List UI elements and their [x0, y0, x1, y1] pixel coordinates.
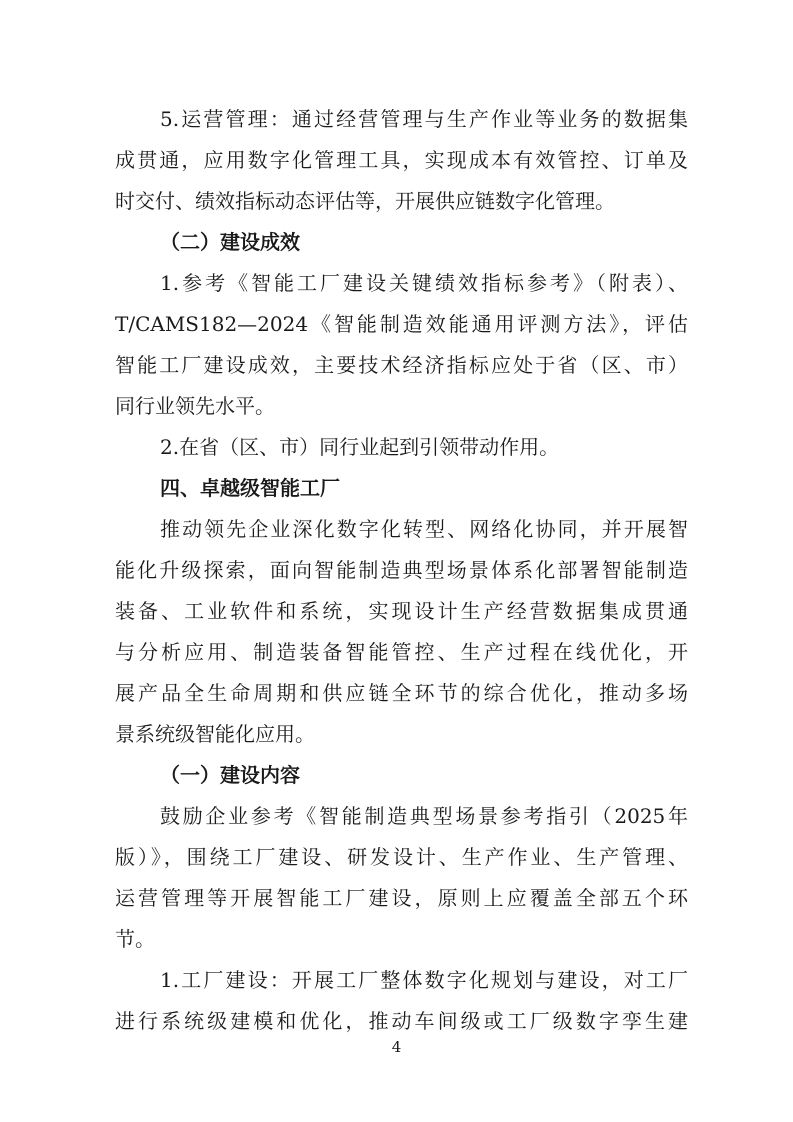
text-line: 同行业领先水平。 [115, 394, 275, 418]
text-line: 能化升级探索，面向智能制造典型场景体系化部署智能制造 [115, 558, 688, 582]
text-line: 成贯通，应用数字化管理工具，实现成本有效管控、订单及 [115, 148, 688, 172]
text-line: T/CAMS182—2024《智能制造效能通用评测方法》，评估 [115, 312, 688, 336]
text-line: 智能工厂建设成效，主要技术经济指标应处于省（区、市） [115, 353, 688, 377]
paragraph-results-2 [115, 427, 688, 468]
text-line: 与分析应用、制造装备智能管控、生产过程在线优化，开 [115, 640, 688, 664]
page-number: 4 [391, 1038, 402, 1056]
text-line: 装备、工业软件和系统，实现设计生产经营数据集成贯通 [115, 599, 688, 623]
text-line: 节。 [115, 927, 155, 951]
paragraph-content-intro [115, 796, 688, 960]
text-line: 2.在省（区、市）同行业起到引领带动作用。 [160, 435, 560, 459]
text-line: 推动领先企业深化数字化转型、网络化协同，并开展智 [160, 517, 688, 541]
text-line: 展产品全生命周期和供应链全环节的综合优化，推动多场 [115, 681, 688, 705]
paragraph-operations-management [115, 99, 688, 222]
chapter-heading-excellence-level: 四、卓越级智能工厂 [160, 476, 340, 500]
section-heading-construction-results: （二）建设成效 [160, 230, 300, 254]
text-line: 进行系统级建模和优化，推动车间级或工厂级数字孪生建 [115, 1009, 688, 1033]
paragraph-results-1 [115, 263, 688, 427]
text-line: 鼓励企业参考《智能制造典型场景参考指引（2025年 [160, 804, 688, 828]
text-line: 1.参考《智能工厂建设关键绩效指标参考》（附表）、 [160, 271, 688, 295]
text-line: 5.运营管理：通过经营管理与生产作业等业务的数据集 [160, 107, 688, 131]
text-line: 运营管理等开展智能工厂建设，原则上应覆盖全部五个环 [115, 886, 688, 910]
text-line: 时交付、绩效指标动态评估等，开展供应链数字化管理。 [115, 189, 615, 213]
section-heading-construction-content: （一）建设内容 [160, 763, 300, 787]
text-line: 1.工厂建设：开展工厂整体数字化规划与建设，对工厂 [160, 968, 688, 992]
paragraph-excellence-intro [115, 509, 688, 755]
text-line: 版）》，围绕工厂建设、研发设计、生产作业、生产管理、 [115, 845, 688, 869]
paragraph-factory-construction [115, 960, 688, 1042]
text-line: 景系统级智能化应用。 [115, 722, 315, 746]
